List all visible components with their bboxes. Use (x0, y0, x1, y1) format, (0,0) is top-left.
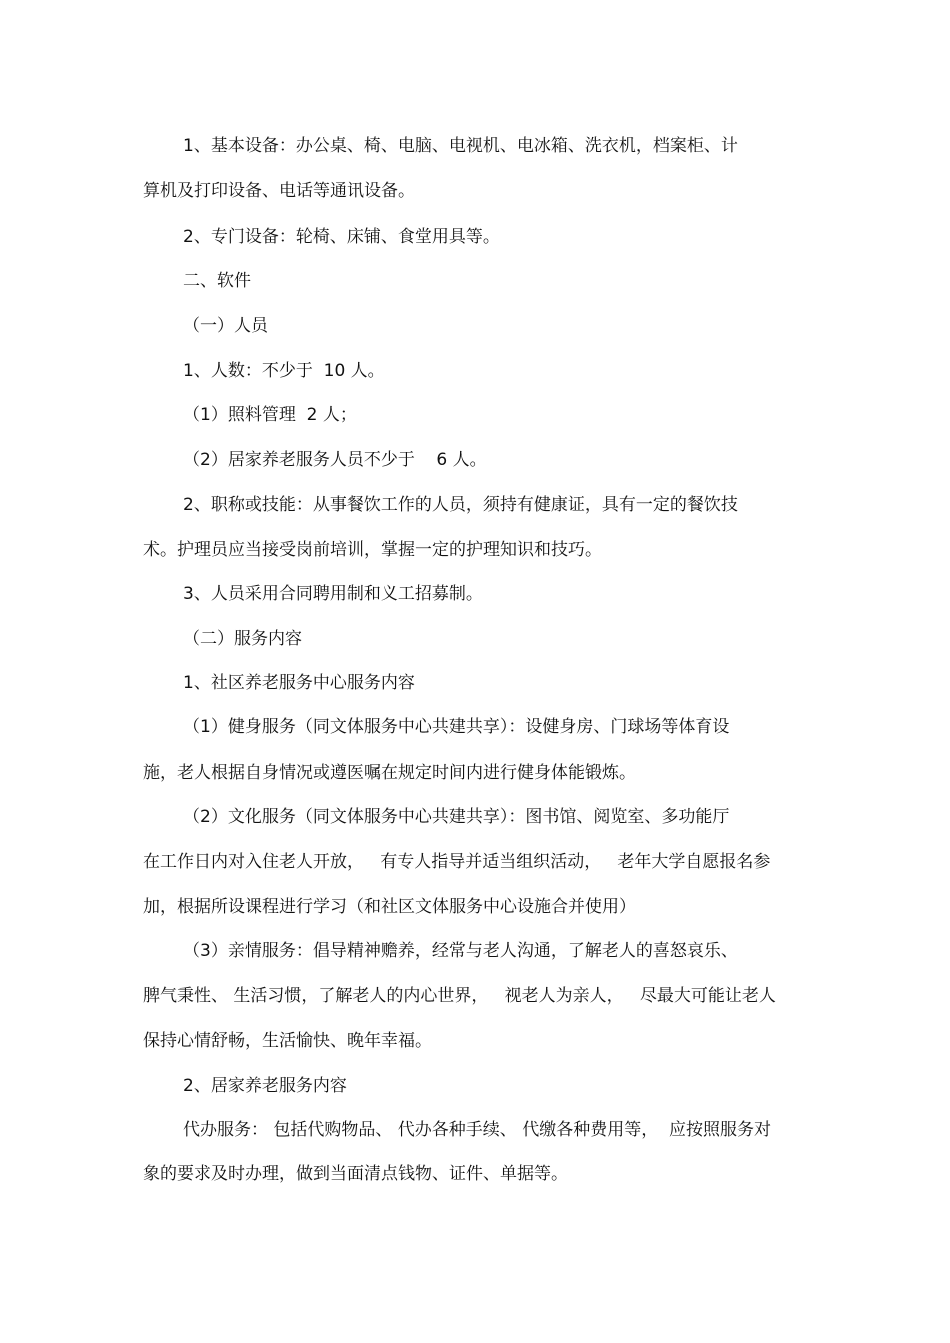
text-line: 3、人员采用合同聘用制和义工招募制。 (183, 584, 483, 604)
text-line: 代办服务： 包括代购物品、 代办各种手续、 代缴各种费用等， 应按照服务对 (183, 1120, 772, 1140)
text-line: （1）照料管理 2 人； (183, 405, 357, 425)
text-line: 术。护理员应当接受岗前培训，掌握一定的护理知识和技巧。 (143, 540, 602, 560)
text-line: 2、居家养老服务内容 (183, 1076, 347, 1096)
section-heading: 二、软件 (183, 271, 251, 291)
text-line: 1、社区养老服务中心服务内容 (183, 673, 415, 693)
text-line: （3）亲情服务：倡导精神赡养，经常与老人沟通，了解老人的喜怒哀乐、 (183, 941, 738, 961)
text-line: 2、职称或技能：从事餐饮工作的人员，须持有健康证，具有一定的餐饮技 (183, 495, 738, 515)
text-line: （1）健身服务（同文体服务中心共建共享）：设健身房、门球场等体育设 (183, 717, 730, 737)
text-line: 保持心情舒畅，生活愉快、晚年幸福。 (143, 1031, 432, 1051)
text-line: 1、人数：不少于 10 人。 (183, 361, 385, 381)
subsection-heading: （一）人员 (183, 316, 268, 336)
text-line: 脾气秉性、 生活习惯，了解老人的内心世界， 视老人为亲人， 尽最大可能让老人 (143, 986, 776, 1006)
text-line: 在工作日内对入住老人开放， 有专人指导并适当组织活动， 老年大学自愿报名参 (143, 852, 771, 872)
subsection-heading: （二）服务内容 (183, 629, 302, 649)
text-line: 加，根据所设课程进行学习（和社区文体服务中心设施合并使用） (143, 897, 636, 917)
text-line: （2）居家养老服务人员不少于 6 人。 (183, 450, 487, 470)
text-line: 象的要求及时办理，做到当面清点钱物、证件、单据等。 (143, 1164, 568, 1184)
text-line: （2）文化服务（同文体服务中心共建共享）：图书馆、阅览室、多功能厅 (183, 807, 730, 827)
text-line: 1、基本设备：办公桌、椅、电脑、电视机、电冰箱、洗衣机，档案柜、计 (183, 136, 738, 156)
text-line: 算机及打印设备、电话等通讯设备。 (143, 181, 415, 201)
text-line: 施，老人根据自身情况或遵医嘱在规定时间内进行健身体能锻炼。 (143, 763, 636, 783)
text-line: 2、专门设备：轮椅、床铺、食堂用具等。 (183, 227, 500, 247)
